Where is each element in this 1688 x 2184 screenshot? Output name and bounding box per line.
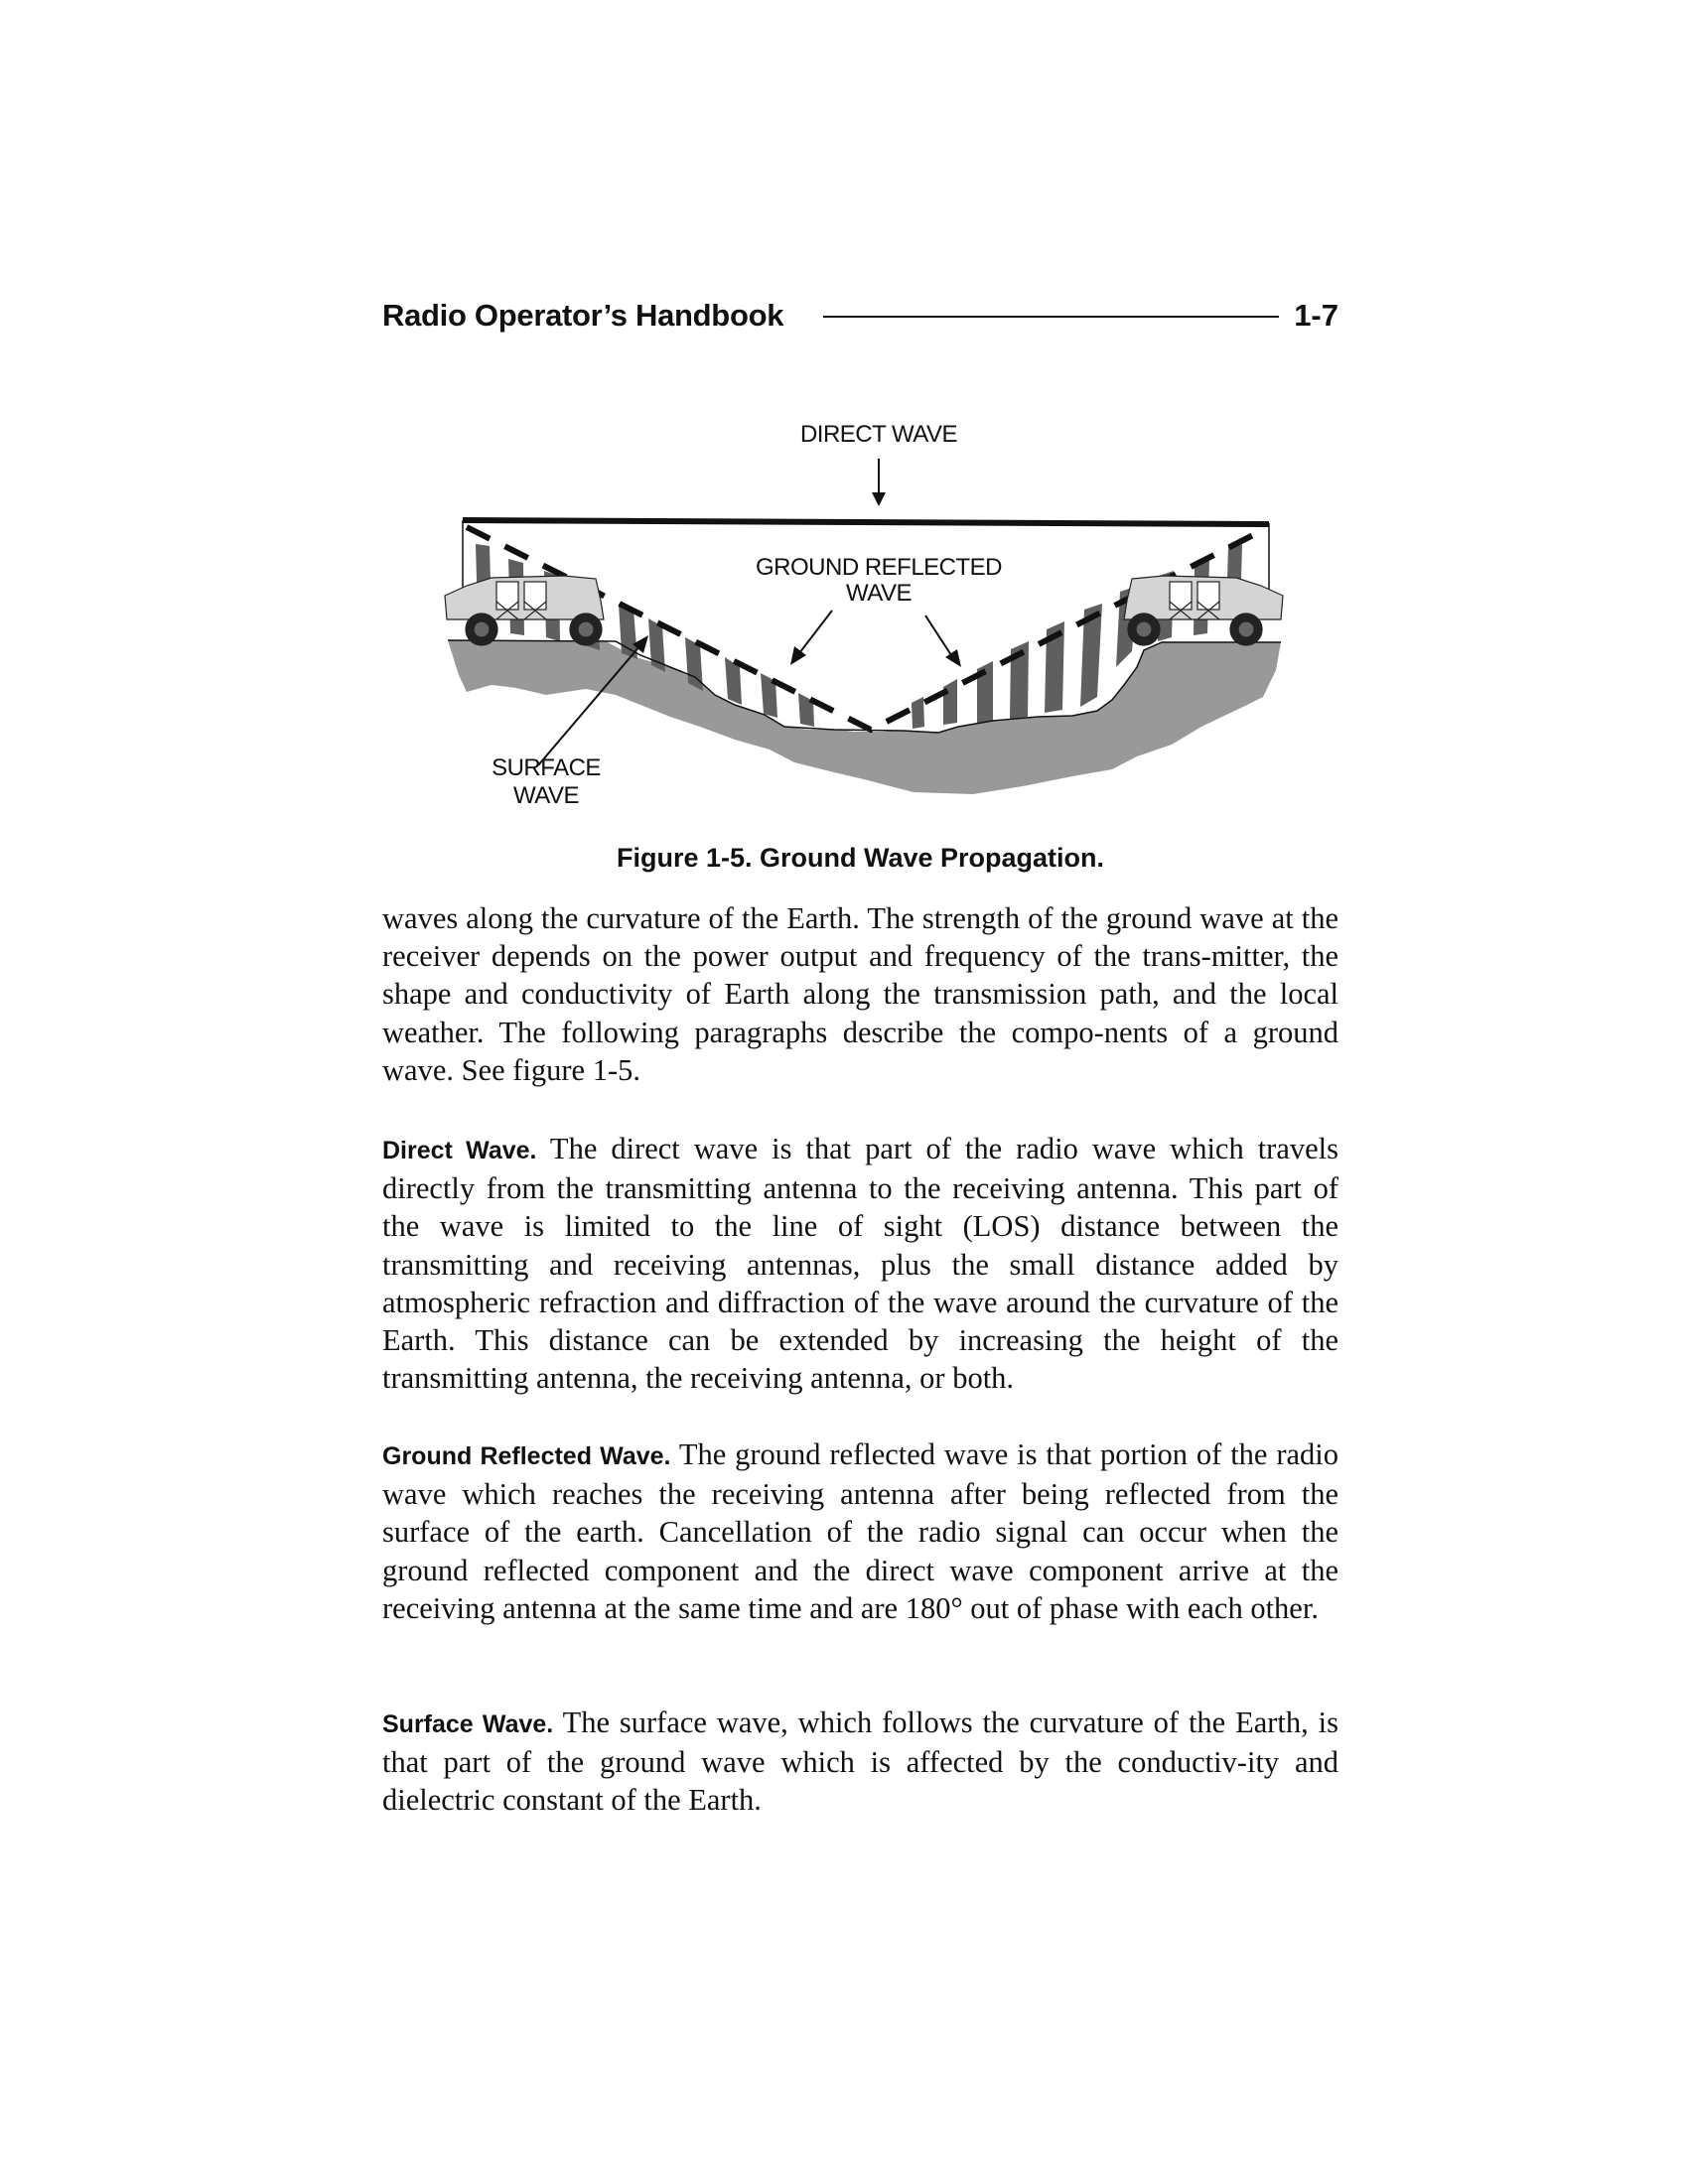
paragraph-intro	[382, 899, 1338, 1089]
paragraph-text: The ground reflected wave is that portion of the radio wave which reaches the receiving antenna after being reflected from the surface of the earth. Cancellation of the radio signal can occur when the ground reflected component and the direct wave component arrive at the receiving antenna at the same time and are 180° out of phase with each other.	[382, 1437, 1338, 1625]
ground-wave-figure	[437, 407, 1291, 814]
paragraph-surface-wave	[382, 1704, 1338, 1820]
paragraph-heading: Direct Wave.	[382, 1137, 537, 1164]
paragraph-heading: Surface Wave.	[382, 1710, 554, 1738]
ground-wave-diagram	[437, 407, 1291, 814]
figure-caption: Figure 1-5. Ground Wave Propagation.	[616, 843, 1105, 873]
right-vehicle	[1124, 576, 1283, 645]
ground-reflected-label-line2: WAVE	[845, 580, 912, 607]
running-header	[382, 296, 1338, 336]
header-rule	[823, 316, 1279, 318]
surface-wave-label-line2: WAVE	[512, 782, 579, 809]
ground-reflected-label-line1: GROUND REFLECTED	[755, 554, 1003, 581]
left-vehicle	[445, 576, 604, 645]
surface-wave-label-line1: SURFACE	[492, 754, 601, 781]
direct-wave-line	[463, 520, 1269, 524]
direct-wave-label: DIRECT WAVE	[799, 421, 958, 448]
paragraph-direct-wave	[382, 1130, 1338, 1397]
paragraph-heading: Ground Reflected Wave.	[382, 1442, 671, 1470]
book-title: Radio Operator’s Handbook	[382, 298, 784, 333]
paragraph-text: The direct wave is that part of the radio wave which travels directly from the transmitting antenna to the receiving antenna. This part of the wave is limited to the line of sight (LOS) distance between the transmitting and receiving antennas, plus the small distance added by atmospheric refraction and diffraction of the wave around the curvature of the Earth. This distance can be extended by increasing the height of the transmitting antenna, the receiving antenna, or both.	[382, 1132, 1338, 1396]
paragraph-ground-reflected-wave	[382, 1435, 1338, 1627]
paragraph-text: The surface wave, which follows the curvature of the Earth, is that part of the ground wave which is affected by the conductiv-ity and dielectric constant of the Earth.	[382, 1706, 1338, 1818]
page-number: 1-7	[1294, 298, 1338, 333]
paragraph-text: waves along the curvature of the Earth. The strength of the ground wave at the receiver depends on the power output and frequency of the trans-mitter, the shape and conductivity of Earth along the transmission path, and the local weather. The following paragraphs describe the compo-nents of a ground wave. See figure 1-5.	[382, 901, 1338, 1087]
